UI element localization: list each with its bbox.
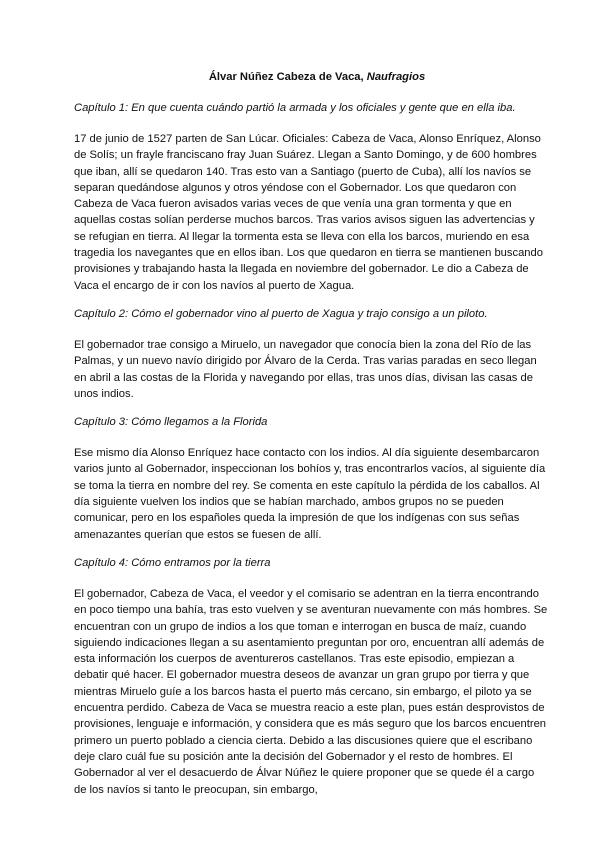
- chapter-section-3: [74, 415, 548, 543]
- title-author: Álvar Núñez Cabeza de Vaca,: [208, 71, 367, 83]
- chapter-paragraph: El gobernador trae consigo a Miruelo, un navegador que conocía bien la zona del Río de las Palmas, y un nuevo navío dirigido por Álvaro de la Cerda. Tras varias paradas en seco llegan en abril a las costas de la Florida y navegando por ellas, tras unos días, divisan las casas de unos indios.: [74, 338, 537, 400]
- chapter-heading: Capítulo 3: Cómo llegamos a la Florida: [74, 416, 268, 429]
- document-title: [86, 70, 548, 84]
- chapter-heading: Capítulo 2: Cómo el gobernador vino al puerto de Xagua y trajo consigo a un piloto.: [74, 307, 488, 320]
- chapter-heading: Capítulo 1: En que cuenta cuándo partió la armada y los oficiales y gente que en ella iba.: [74, 102, 516, 114]
- chapter-section-4: [74, 556, 548, 798]
- chapter-section-1: [74, 101, 548, 294]
- chapter-section-2: [74, 307, 548, 402]
- chapter-paragraph: Ese mismo día Alonso Enríquez hace contacto con los indios. Al día siguiente desembarcaron varios junto al Gobernador, inspeccionan los bohíos y, tras encontrarlos vacíos, al siguiente día se toma la tierra en nombre del rey. Se comenta en este capítulo la pérdida de los caballos. Al día siguiente vuelven los indios que se habían marchado, ambos grupos no se pueden comunicar, pero en los españoles queda la impresión de que los indígenas con sus señas amenazantes querían que estos se fuesen de allí.: [74, 447, 546, 541]
- chapter-heading: Capítulo 4: Cómo entramos por la tierra: [74, 556, 271, 569]
- title-work: Naufragios: [366, 71, 426, 83]
- chapter-paragraph: El gobernador, Cabeza de Vaca, el veedor y el comisario se adentran en la tierra encontrando en poco tiempo una bahía, tras esto vuelven y se aventuran nuevamente con más hombres. Se encuentran con un grupo de indios a los que toman e interrogan en busca de maíz, cuando siguiendo indicaciones llegan a su asentamiento preguntan por oro, encuentran allí además de esta información los cuerpos de aventureros castellanos. Tras este episodio, empiezan a debatir qué hacer. El gobernador muestra deseos de avanzar un gran grupo por tierra y que mientras Miruelo guíe a los barcos hasta el puerto más cercano, sin embargo, el piloto ya se encuentra perdido. Cabeza de Vaca se muestra reacio a este plan, pues están desprovistos de provisiones, lenguaje e información, y considera que es más seguro que los barcos encuentren primero un puerto poblado a ciencia cierta. Debido a las discusiones quiere que el escribano deje claro cuál fue su posición ante la decisión del Gobernador y el resto de hombres. El Gobernador al ver el desacuerdo de Álvar Núñez le quiere proponer que se quede él a cargo de los navíos si tanto le preocupan, sin embargo,: [74, 587, 548, 796]
- chapter-paragraph: 17 de junio de 1527 parten de San Lúcar. Oficiales: Cabeza de Vaca, Alonso Enríquez, Alonso de Solís; un frayle franciscano fray Juan Suárez. Llegan a Santo Domingo, y de 600 hombres que iban, allí se quedaron 140. Tras esto van a Santiago (puerto de Cuba), allí los navíos se separan quedándose algunos y otros yéndose con el Gobernador. Los que quedaron con Cabeza de Vaca fueron avisados varias veces de que venía una gran tormenta y que en aquellas costas solían perderse muchos barcos. Tras varios avisos siguen las advertencias y se refugian en tierra. Al llegar la tormenta esta se lleva con ella los barcos, muriendo en esa tragedia los navegantes que en ellos iban. Los que quedaron en tierra se mantienen buscando provisiones y trabajando hasta la llegada en noviembre del gobernador. Le dio a Cabeza de Vaca el encargo de ir con los navíos al puerto de Xagua.: [74, 133, 543, 292]
